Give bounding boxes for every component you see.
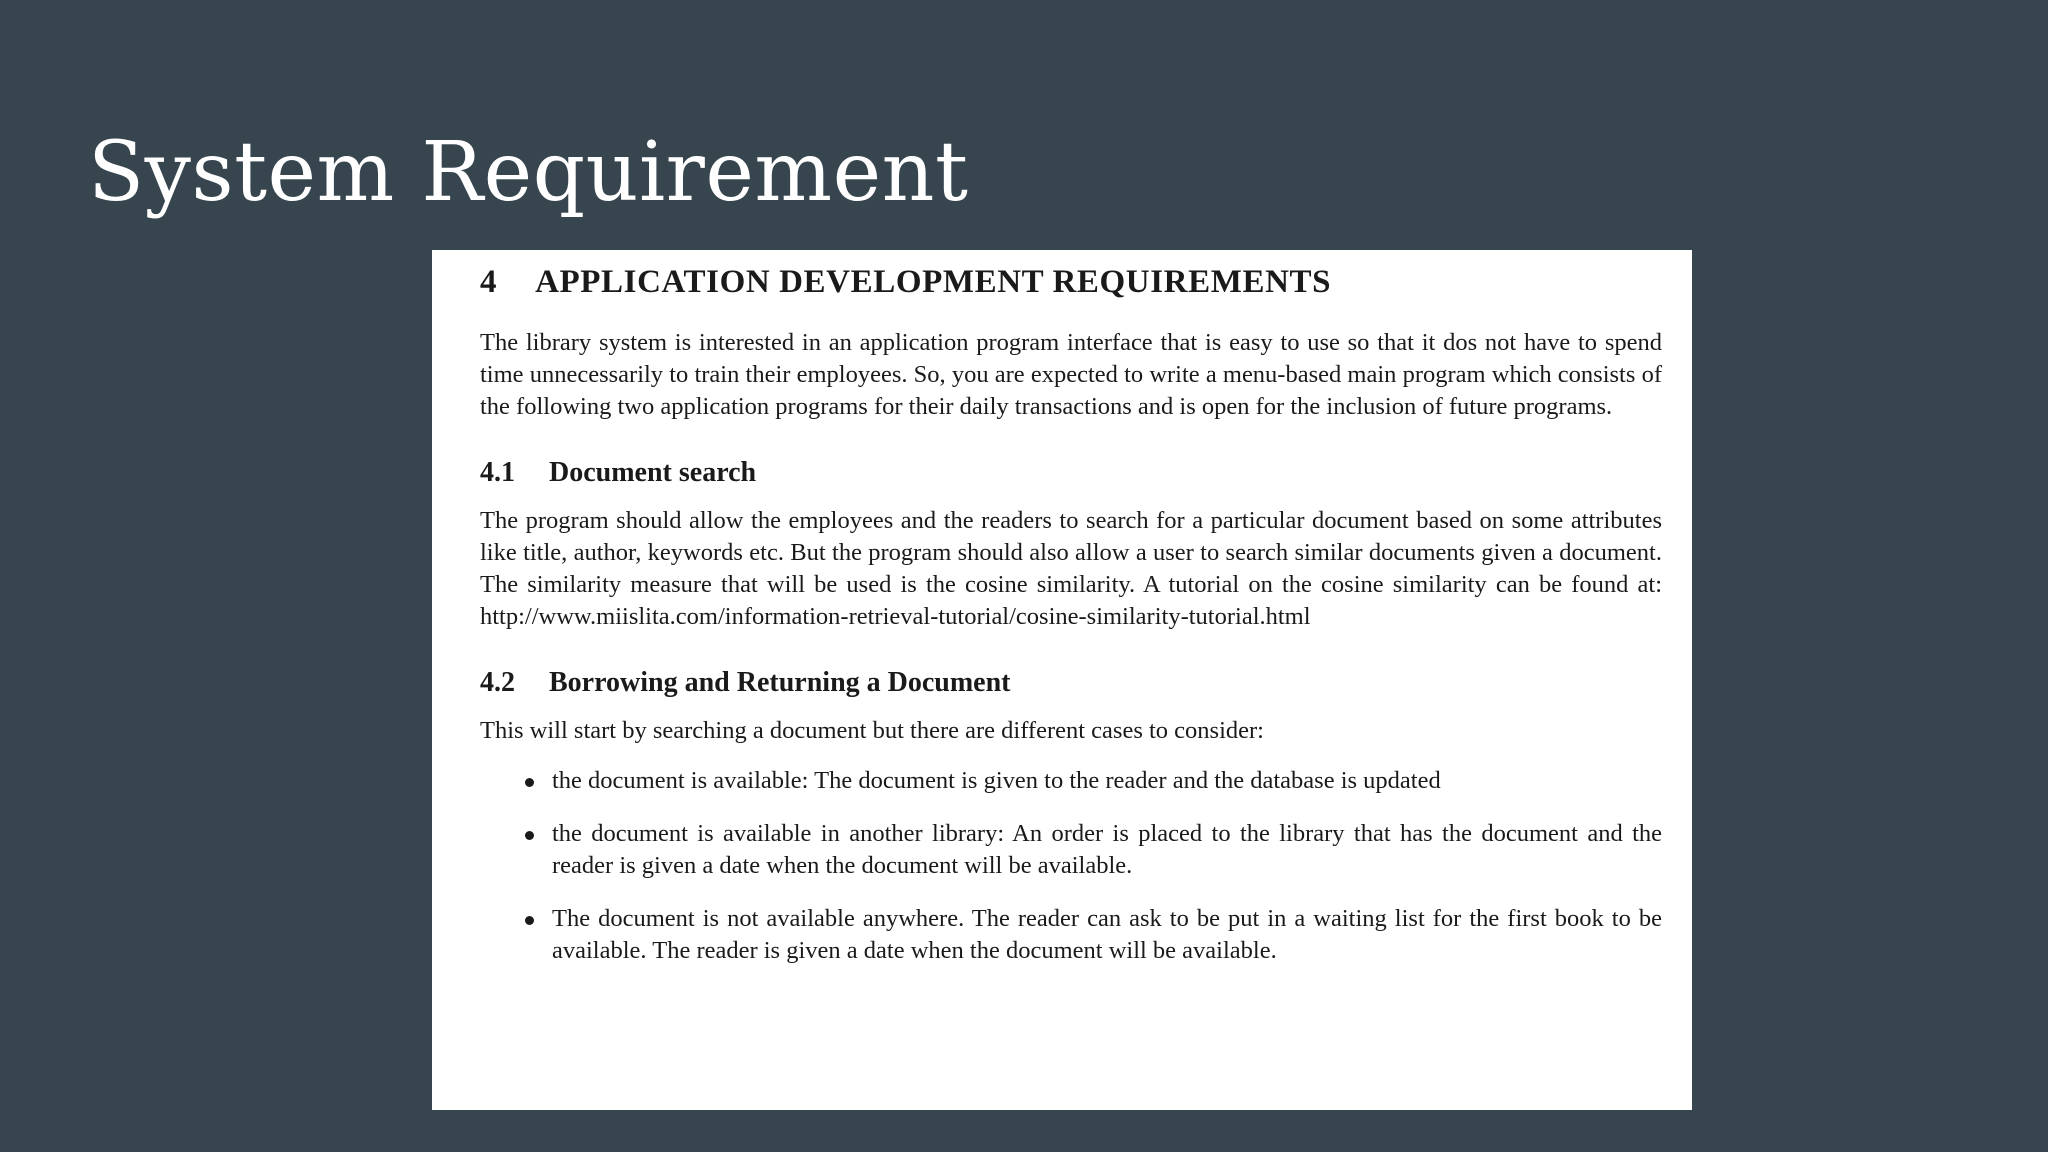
list-item <box>552 765 1662 797</box>
cases-list <box>480 765 1662 967</box>
list-item <box>552 903 1662 967</box>
bullet-icon <box>525 831 534 840</box>
list-item-text: The document is not available anywhere. The reader can ask to be put in a waiting list for the first book to be available. The reader is given a date when the document will be available. <box>552 905 1662 964</box>
section-heading <box>480 264 1662 301</box>
list-item <box>552 818 1662 882</box>
section-title: APPLICATION DEVELOPMENT REQUIREMENTS <box>535 264 1332 300</box>
borrowing-lead-paragraph: This will start by searching a document but there are different cases to consider: <box>480 717 1264 744</box>
document-search-paragraph: The program should allow the employees and the readers to search for a particular document based on some attributes like title, author, keywords etc. But the program should also allow a user to search similar documents given a document. The similarity measure that will be used is the cosine similarity. A tutorial on the cosine similarity can be found at: http://www.miislita.com/information-retrieval-tutorial/cosine-similarity-tutorial.html <box>480 507 1662 630</box>
subsection-title: Document search <box>549 457 757 488</box>
subsection-title: Borrowing and Returning a Document <box>549 667 1011 698</box>
list-item-text: the document is available in another library: An order is placed to the library that has the document and the reader is given a date when the document will be available. <box>552 820 1662 879</box>
list-item-text: the document is available: The document is given to the reader and the database is updated <box>552 767 1441 794</box>
slide-title: System Requirement <box>88 125 969 220</box>
intro-paragraph: The library system is interested in an application program interface that is easy to use so that it dos not have to spend time unnecessarily to train their employees. So, you are expected to write a menu-based main program which consists of the following two application programs for their daily transactions and is open for the inclusion of future programs. <box>480 329 1662 420</box>
bullet-icon <box>525 778 534 787</box>
bullet-icon <box>525 916 534 925</box>
subsection-heading-document-search <box>480 457 1662 489</box>
subsection-heading-borrowing <box>480 667 1662 699</box>
document-image <box>432 250 1692 1110</box>
subsection-number: 4.1 <box>480 457 515 488</box>
section-number: 4 <box>480 264 498 300</box>
subsection-number: 4.2 <box>480 667 515 698</box>
